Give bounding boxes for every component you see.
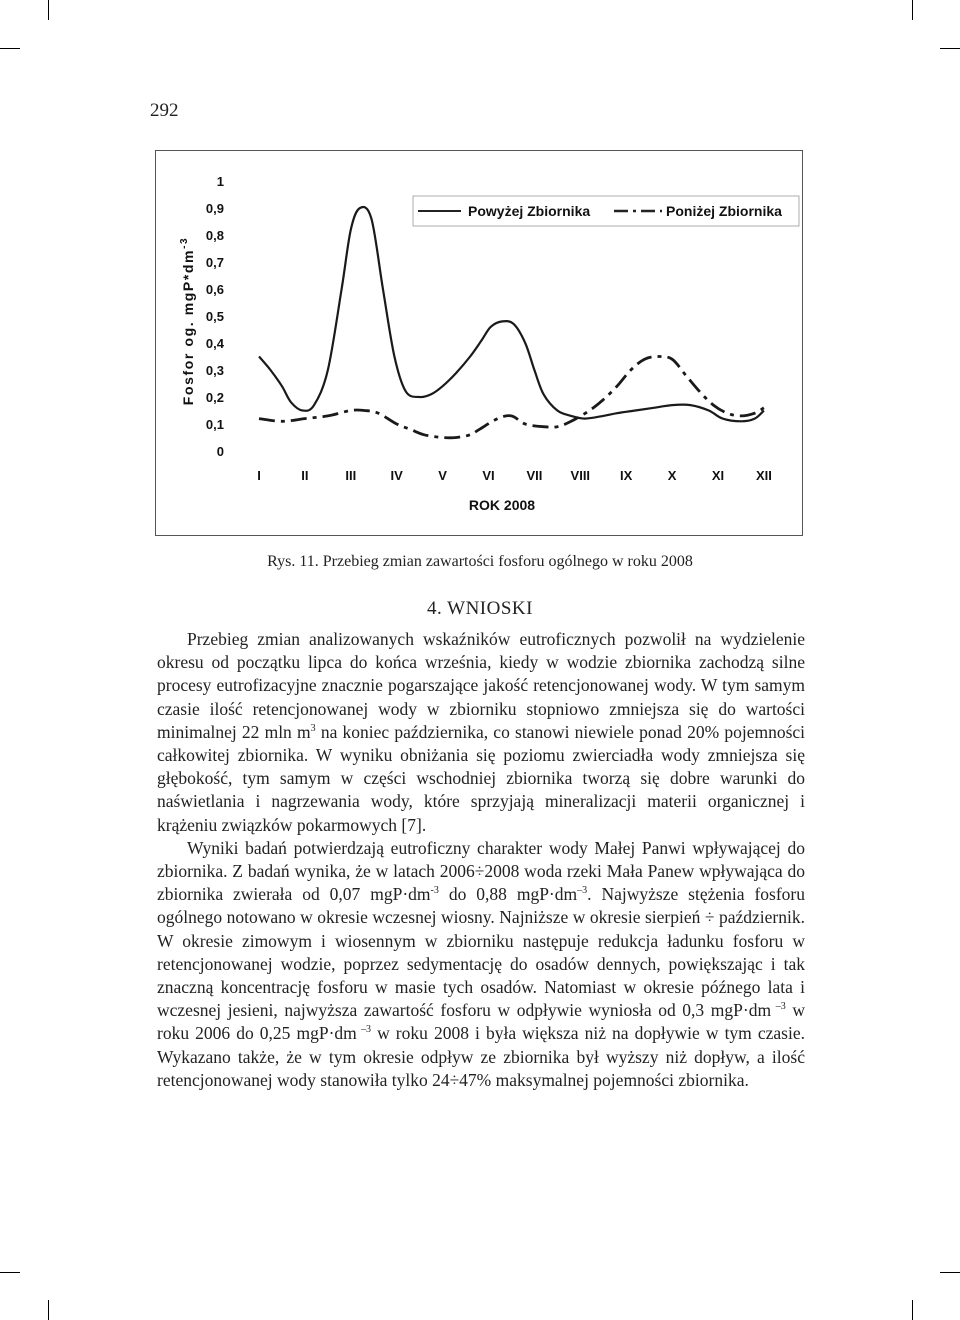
- y-tick-label: 1: [216, 174, 224, 189]
- crop-mark: [912, 0, 913, 20]
- y-tick-label: 0,1: [205, 417, 224, 432]
- x-tick-label: IX: [620, 468, 633, 483]
- x-tick-label: XI: [711, 468, 725, 483]
- figure-chart: [155, 150, 803, 536]
- x-tick-label: V: [438, 468, 447, 483]
- y-axis: [206, 174, 225, 459]
- x-tick-label: VIII: [570, 468, 591, 483]
- section-title: 4. WNIOSKI: [427, 598, 533, 619]
- crop-mark: [48, 0, 49, 20]
- legend: [413, 196, 799, 226]
- page-number: 292: [150, 100, 179, 121]
- y-axis-title: [179, 237, 196, 405]
- crop-mark: [48, 1300, 49, 1320]
- body-text: [157, 628, 805, 1092]
- y-tick-label: 0,2: [205, 390, 224, 405]
- y-tick-label: 0,3: [205, 363, 224, 378]
- x-tick-label: III: [345, 468, 357, 483]
- crop-mark: [0, 1272, 20, 1273]
- crop-mark: [0, 48, 20, 49]
- crop-mark: [912, 1300, 913, 1320]
- series-line-ponizej: [259, 356, 764, 437]
- y-tick-label: 0,5: [205, 309, 224, 324]
- legend-label-powyzej: Powyżej Zbiornika: [468, 203, 591, 219]
- caption-label: Rys. 11.: [267, 553, 319, 570]
- y-tick-label: 0,9: [205, 201, 224, 216]
- y-tick-label: 0,6: [205, 282, 224, 297]
- x-tick-label: X: [667, 468, 677, 483]
- figure-caption: [0, 553, 960, 571]
- legend-label-ponizej: Poniżej Zbiornika: [666, 203, 782, 219]
- x-tick-label: VI: [482, 468, 495, 483]
- x-tick-label: II: [301, 468, 309, 483]
- y-tick-label: 0,8: [205, 228, 224, 243]
- x-tick-label: VII: [526, 468, 543, 483]
- series-line-powyzej: [259, 207, 764, 421]
- y-axis-title-text: Fosfor og. mgP*dm: [180, 248, 196, 406]
- x-tick-label: I: [257, 468, 261, 483]
- y-tick-label: 0,7: [205, 255, 224, 270]
- caption-text: Przebieg zmian zawartości fosforu ogólnego w roku 2008: [318, 553, 693, 570]
- chart-svg: [156, 151, 804, 537]
- paragraph: Wyniki badań potwierdzają eutroficzny charakter wody Małej Panwi wpływającej do zbiornika. Z badań wynika, że w latach 2006÷2008 woda rzeki Mała Panew wpływająca do zbiornika zwierała od 0,07 $mgP\cdot dm^{-3}$ do 0,88 $mgP\cdot dm^{-3}$. Najwyższe stężenia fosforu ogólnego notowano w okresie wczesnej wiosny. Najniższe w okresie sierpień ÷ październik. W okresie zimowym i wiosennym w zbiorniku następuje redukcja ładunku fosforu w retencjonowanej wodzie, poprzez sedymentację do osadów dennych, powiększając i tak znaczną koncentrację fosforu w masie tych osadów. Natomiast w okresie późnego lata i wczesnej jesieni, najwyższa zawartość fosforu w odpływie wyniosła od 0,3 mgP·dm $^{-3}$ w roku 2006 do 0,25 mgP·dm $^{-3}$ w roku 2008 i była większa niż na dopływie w tym czasie. Wykazano także, że w tym okresie odpływ ze zbiornika był wyższy niż dopływ, a ilość retencjonowanej wody stanowiła tylko 24÷47% maksymalnej pojemności zbiornika.: [157, 837, 806, 1090]
- paragraph: Przebieg zmian analizowanych wskaźników eutroficznych pozwolił na wydzielenie okresu od początku lipca do końca września, kiedy w wodzie zbiornika zachodzą silne procesy eutrofizacyjne znacznie pogarszające jakość retencjonowanej wody. W tym samym czasie ilość retencjonowanej wody w zbiorniku stopniowo zmniejsza się do wartości minimalnej 22 mln $m^3$ na koniec października, co stanowi niewiele ponad 20% pojemności całkowitej zbiornika. W wyniku obniżania się poziomu zwierciadła wody zmniejsza się głębokość, tym samym w części wschodniej zbiornika tworzą się dobre warunki do naświetlania i nagrzewania wody, które sprzyjają mineralizacji materii organicznej i krążeniu związków pokarmowych [7].: [157, 629, 806, 835]
- x-tick-label: IV: [390, 468, 403, 483]
- y-tick-label: 0: [216, 444, 224, 459]
- crop-mark: [940, 1272, 960, 1273]
- crop-mark: [940, 48, 960, 49]
- x-axis: [257, 468, 772, 483]
- x-axis-title: ROK 2008: [468, 497, 536, 513]
- y-tick-label: 0,4: [205, 336, 224, 351]
- series-group: [259, 207, 764, 438]
- x-tick-label: XII: [755, 468, 772, 483]
- y-axis-title-sup: -3: [179, 236, 190, 249]
